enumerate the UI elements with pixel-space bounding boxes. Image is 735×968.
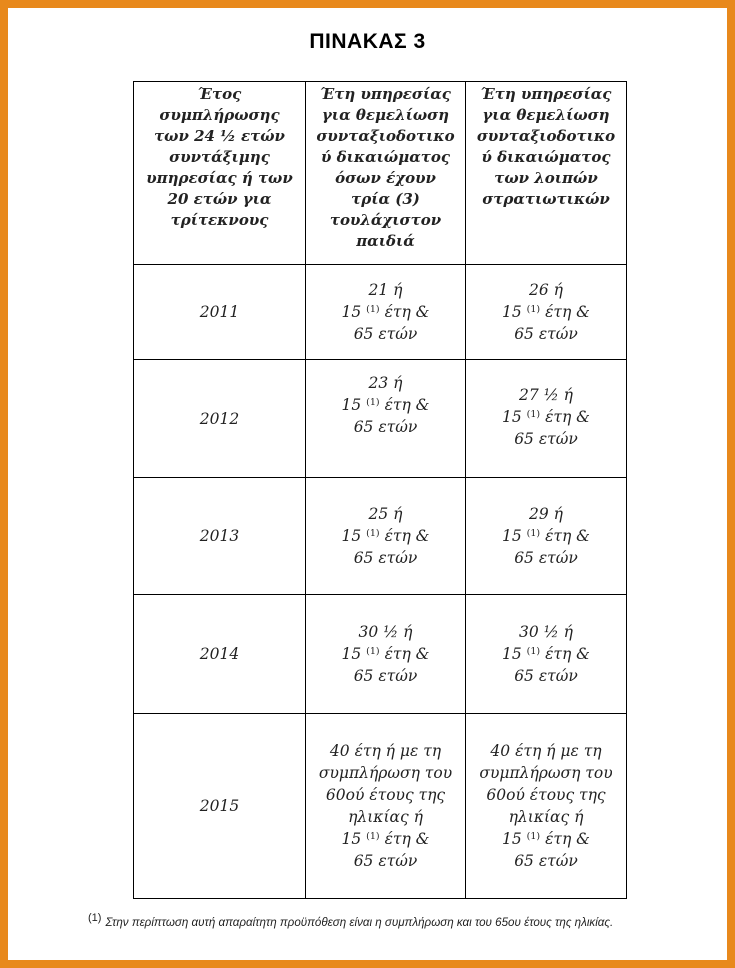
footnote-ref: (1) — [526, 304, 541, 315]
cell-line: 65 ετών — [514, 325, 578, 343]
cell-line: 40 έτη ή με τη — [329, 742, 442, 760]
cell-line: 21 ή — [368, 281, 403, 299]
footnote — [88, 912, 728, 929]
cell-line: 15 $^{(1)}$ έτη & — [502, 645, 590, 663]
cell-line: συντάξιμης — [169, 148, 270, 166]
cell-line: 30 ½ ή — [519, 623, 573, 641]
other-military-cell — [466, 714, 627, 899]
cell-line: 65 ετών — [514, 549, 578, 567]
footnote-ref: (1) — [366, 304, 380, 315]
cell-line: 65 ετών — [514, 852, 578, 870]
three-children-cell — [306, 478, 466, 595]
cell-line: 15 $^{(1)}$ έτη & — [341, 396, 430, 414]
cell-line: 65 ετών — [514, 667, 578, 685]
three-children-cell — [306, 714, 466, 899]
cell-line: Έτος — [197, 85, 242, 103]
cell-line: 15 $^{(1)}$ έτη & — [341, 645, 430, 663]
cell-line: υπηρεσίας ή των — [146, 169, 293, 187]
cell-line: 30 ½ ή — [358, 623, 413, 641]
table-row — [134, 265, 627, 360]
cell-line: ηλικίας ή — [508, 808, 584, 826]
cell-line: 60ού έτους της — [325, 786, 446, 804]
other-military-cell — [466, 595, 627, 714]
cell-line: 15 $^{(1)}$ έτη & — [341, 303, 430, 321]
cell-line: συμπλήρωση του — [479, 764, 613, 782]
cell-line: 65 ετών — [353, 667, 418, 685]
cell-line: 65 ετών — [353, 549, 418, 567]
header-other-military — [466, 82, 627, 265]
cell-line: 15 $^{(1)}$ έτη & — [341, 527, 430, 545]
cell-line: ύ δικαιώματος — [321, 148, 450, 166]
cell-line: 27 ½ ή — [519, 386, 573, 404]
other-military-cell — [466, 360, 627, 478]
pension-table — [133, 81, 627, 899]
cell-line: συνταξιοδοτικο — [476, 127, 616, 145]
three-children-cell — [306, 595, 466, 714]
cell-line: 65 ετών — [353, 852, 418, 870]
cell-line: 65 ετών — [353, 418, 418, 436]
cell-line: των 24 ½ ετών — [154, 127, 285, 145]
other-military-cell — [466, 478, 627, 595]
cell-line: στρατιωτικών — [482, 190, 610, 208]
cell-line: 29 ή — [529, 505, 563, 523]
cell-line: 25 ή — [368, 505, 403, 523]
cell-line: ηλικίας ή — [348, 808, 423, 826]
cell-line: 26 ή — [529, 281, 563, 299]
header-year-completion — [134, 82, 306, 265]
footnote-ref: (1) — [526, 409, 541, 420]
cell-line: 15 $^{(1)}$ έτη & — [502, 408, 590, 426]
footnote-ref: (1) — [526, 528, 541, 539]
year-cell: 2012 — [134, 360, 306, 478]
header-row — [134, 82, 627, 265]
cell-line: για θεμελίωση — [482, 106, 610, 124]
cell-line: τουλάχιστον — [329, 211, 442, 229]
table-row — [134, 714, 627, 899]
footnote-ref: (1) — [526, 646, 541, 657]
cell-line: τρίτεκνους — [170, 211, 269, 229]
cell-line: 65 ετών — [514, 430, 578, 448]
cell-line: 23 ή — [368, 374, 403, 392]
year-cell: 2015 — [134, 714, 306, 899]
footnote-marker: (1) — [88, 912, 102, 924]
cell-line: τρία (3) — [351, 190, 420, 208]
year-cell: 2013 — [134, 478, 306, 595]
cell-line: συνταξιοδοτικο — [316, 127, 455, 145]
cell-line: 60ού έτους της — [486, 786, 606, 804]
cell-line: Έτη υπηρεσίας — [480, 85, 612, 103]
other-military-cell — [466, 265, 627, 360]
cell-line: 15 $^{(1)}$ έτη & — [502, 830, 590, 848]
cell-line: για θεμελίωση — [321, 106, 450, 124]
footnote-ref: (1) — [526, 831, 541, 842]
cell-line: 15 $^{(1)}$ έτη & — [502, 527, 590, 545]
table-row — [134, 360, 627, 478]
cell-line: 15 $^{(1)}$ έτη & — [341, 830, 430, 848]
cell-line: ύ δικαιώματος — [481, 148, 611, 166]
table-row — [134, 478, 627, 595]
cell-line: όσων έχουν — [335, 169, 436, 187]
footnote-text: Στην περίπτωση αυτή απαραίτητη προϋπόθεση είναι η συμπλήρωση και του 65ου έτους της ηλικίας. — [105, 916, 614, 929]
cell-line: 40 έτη ή με τη — [490, 742, 602, 760]
cell-line: Έτη υπηρεσίας — [320, 85, 451, 103]
page-title: ΠΙΝΑΚΑΣ 3 — [309, 30, 426, 53]
year-cell: 2011 — [134, 265, 306, 360]
cell-line: 15 $^{(1)}$ έτη & — [502, 303, 590, 321]
cell-line: 20 ετών για — [167, 190, 272, 208]
three-children-cell — [306, 265, 466, 360]
footnote-ref: (1) — [366, 646, 380, 657]
footnote-ref: (1) — [366, 831, 380, 842]
cell-line: παιδιά — [356, 232, 415, 250]
three-children-cell — [306, 360, 466, 478]
cell-line: των λοιπών — [494, 169, 598, 187]
year-cell: 2014 — [134, 595, 306, 714]
footnote-ref: (1) — [366, 528, 380, 539]
cell-line: συμπλήρωσης — [159, 106, 280, 124]
footnote-ref: (1) — [366, 397, 380, 408]
cell-line: συμπλήρωση του — [318, 764, 453, 782]
header-three-children — [306, 82, 466, 265]
table-row — [134, 595, 627, 714]
cell-line: 65 ετών — [353, 325, 418, 343]
